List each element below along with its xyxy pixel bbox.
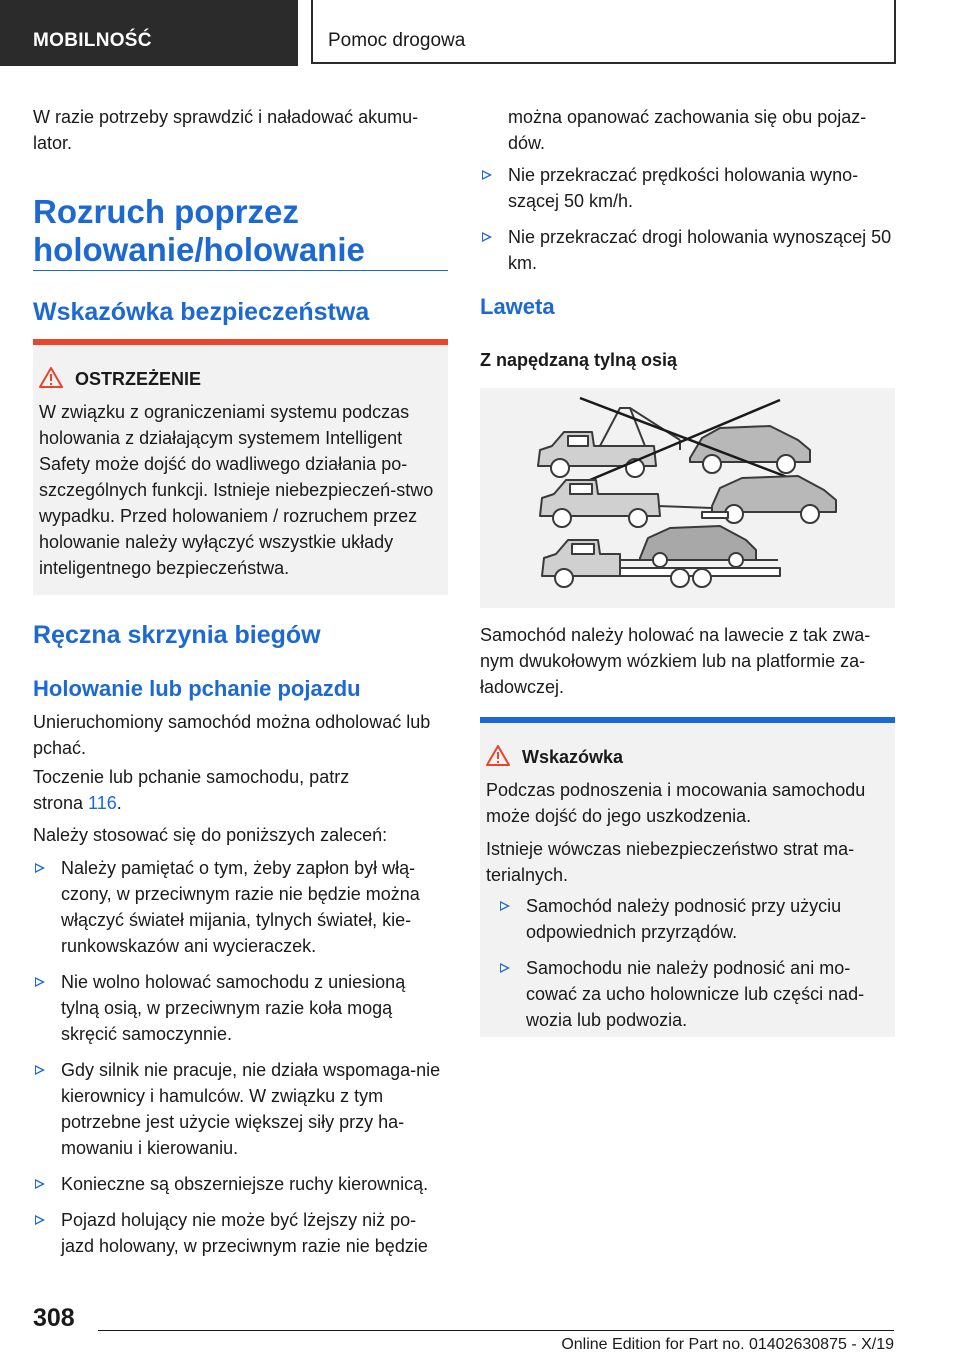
towing-paragraph-3: Należy stosować się do poniższych zaleceń: bbox=[33, 825, 388, 845]
page-footer bbox=[0, 1290, 960, 1362]
tow-truck-illustration bbox=[480, 388, 895, 608]
list-item bbox=[33, 969, 448, 1047]
note-box bbox=[480, 717, 895, 1037]
row-2-dolly-tow bbox=[540, 476, 836, 527]
section-tab: MOBILNOŚĆ bbox=[0, 0, 298, 66]
note-paragraph-2: Istnieje wówczas niebezpieczeństwo strat ma-terialnych. bbox=[486, 839, 855, 885]
note-title-row bbox=[486, 745, 623, 769]
safety-heading: Wskazówka bezpieczeństwa bbox=[33, 298, 370, 326]
bullet-triangle-icon bbox=[500, 901, 510, 911]
list-item bbox=[480, 224, 895, 276]
bullet-triangle-icon bbox=[35, 863, 45, 873]
page-header bbox=[0, 0, 960, 66]
list-item-text: Należy pamiętać o tym, żeby zapłon był włą-czony, w przeciwnym razie nie będzie można włączyć świateł mijania, tylnych świateł, kie-runkowskazów ani wycieraczek. bbox=[61, 858, 420, 956]
towing-paragraph-2 bbox=[33, 764, 403, 816]
warning-triangle-icon bbox=[486, 745, 510, 766]
list-item bbox=[480, 162, 895, 214]
note-paragraph-1: Podczas podnoszenia i mocowania samochodu może dojść do jego uszkodzenia. bbox=[486, 780, 866, 826]
list-item bbox=[33, 1171, 448, 1197]
warning-title-row bbox=[39, 367, 201, 391]
speed-bullet-list bbox=[480, 162, 895, 276]
list-item-text: Samochodu nie należy podnosić ani mo-cować za ucho holownicze lub części nad-wozia lub podwozia. bbox=[526, 958, 865, 1030]
main-heading-line1: Rozruch poprzez bbox=[33, 193, 299, 230]
edition-text: Online Edition for Part no. 01402630875 - X/19 bbox=[561, 1336, 894, 1353]
list-item-text: Nie wolno holować samochodu z uniesioną tylną osią, w przeciwnym razie koła mogą skręcić samoczynnie. bbox=[61, 972, 406, 1044]
rear-axle-heading: Z napędzaną tylną osią bbox=[480, 350, 678, 370]
warning-title: OSTRZEŻENIE bbox=[75, 369, 202, 389]
list-item bbox=[33, 1207, 448, 1259]
list-item-text: Nie przekraczać drogi holowania wynoszącej 50 km. bbox=[508, 227, 892, 273]
warning-text: W związku z ograniczeniami systemu podczas holowania z działającym systemem Intelligent Safety może dojść do wadliwego działania po-szczególnych funkcji. Istnieje niebezpieczeń-stwo wypadku. Przed holowaniem / rozruchem przez holowanie należy wyłączyć wszystkie układy inteligentnego bezpieczeństwa. bbox=[39, 402, 434, 578]
bullet-triangle-icon bbox=[35, 977, 45, 987]
note-bullet-list bbox=[498, 893, 888, 1033]
towing-heading: Holowanie lub pchanie pojazdu bbox=[33, 676, 361, 701]
bullet-triangle-icon bbox=[35, 1179, 45, 1189]
bullet-triangle-icon bbox=[482, 170, 492, 180]
main-heading bbox=[33, 193, 448, 269]
warning-box bbox=[33, 339, 448, 595]
main-heading-line2: holowanie/holowanie bbox=[33, 231, 365, 268]
towing-bullet-list bbox=[33, 855, 448, 1259]
note-bar bbox=[480, 717, 895, 723]
figure-caption: Samochód należy holować na lawecie z tak zwa-nym dwukołowym wózkiem lub na platformie za-ładowczej. bbox=[480, 625, 871, 697]
bullet-triangle-icon bbox=[482, 232, 492, 242]
bullet-triangle-icon bbox=[35, 1065, 45, 1075]
continuation-text: można opanować zachowania się obu pojaz-dów. bbox=[508, 107, 867, 153]
chapter-tab: Pomoc drogowa bbox=[311, 0, 896, 64]
list-item-text: Nie przekraczać prędkości holowania wyno-szącej 50 km/h. bbox=[508, 165, 859, 211]
manual-gearbox-heading: Ręczna skrzynia biegów bbox=[33, 621, 321, 649]
towing-paragraph-2-text: Toczenie lub pchanie samochodu, patrz strona bbox=[33, 767, 350, 813]
bullet-triangle-icon bbox=[500, 963, 510, 973]
tow-truck-diagram bbox=[480, 388, 895, 608]
row-3-flatbed bbox=[542, 526, 780, 587]
list-item bbox=[33, 1057, 448, 1161]
page-number: 308 bbox=[33, 1304, 75, 1332]
warning-bar bbox=[33, 339, 448, 345]
towing-paragraph-2-end: . bbox=[116, 793, 122, 813]
list-item-text: Konieczne są obszerniejsze ruchy kierownicą. bbox=[61, 1174, 429, 1194]
footer-rule bbox=[98, 1330, 894, 1331]
note-title: Wskazówka bbox=[522, 747, 624, 767]
bullet-triangle-icon bbox=[35, 1215, 45, 1225]
list-item bbox=[498, 955, 888, 1033]
laweta-heading: Laweta bbox=[480, 294, 555, 319]
towing-paragraph-1: Unieruchomiony samochód można odholować lub pchać. bbox=[33, 712, 431, 758]
warning-triangle-icon bbox=[39, 367, 63, 388]
list-item bbox=[498, 893, 888, 945]
list-item-text: Gdy silnik nie pracuje, nie działa wspomaga-nie kierownicy i hamulców. W związku z tym potrzebne jest użycie większej siły przy ha-mowaniu i kierowaniu. bbox=[61, 1060, 441, 1158]
heading-rule bbox=[33, 270, 448, 271]
intro-paragraph: W razie potrzeby sprawdzić i naładować akumu- lator. bbox=[33, 107, 419, 153]
list-item bbox=[33, 855, 448, 959]
page-reference-link[interactable]: 116 bbox=[88, 793, 117, 813]
list-item-text: Samochód należy podnosić przy użyciu odpowiednich przyrządów. bbox=[526, 896, 842, 942]
row-1-hook-tow bbox=[538, 408, 810, 477]
list-item-text: Pojazd holujący nie może być lżejszy niż po-jazd holowany, w przeciwnym razie nie będzie bbox=[61, 1210, 428, 1256]
